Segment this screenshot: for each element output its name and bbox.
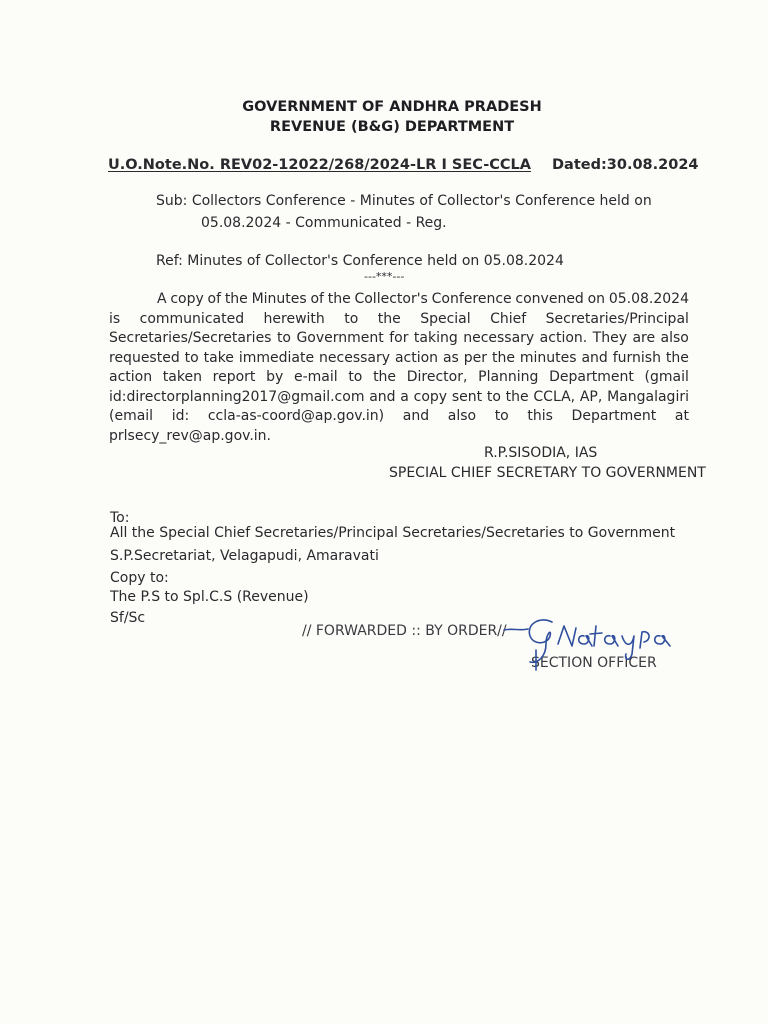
- body-word: are: [632, 330, 656, 346]
- body-word: A: [157, 291, 167, 307]
- body-word: id:: [171, 408, 190, 424]
- reference-line: Ref: Minutes of Collector's Conference held on 05.08.2024: [156, 253, 564, 269]
- body-word: action.: [539, 330, 588, 346]
- body-word: per: [463, 349, 488, 366]
- to-address: S.P.Secretariat, Velagapudi, Amaravati: [110, 548, 379, 564]
- body-word: to: [486, 388, 501, 405]
- body-word: minutes: [519, 349, 577, 366]
- body-word: e-mail: [293, 369, 338, 385]
- body-word: as: [442, 349, 459, 366]
- body-word: Department: [571, 408, 657, 424]
- body-word: report: [212, 369, 256, 385]
- body-word: also: [447, 408, 477, 424]
- body-word: AP,: [579, 388, 603, 405]
- signatory-designation: SPECIAL CHIEF SECRETARY TO GOVERNMENT: [389, 465, 706, 481]
- body-word: Secretaries/Principal: [545, 310, 689, 327]
- body-word: Director,: [406, 369, 468, 385]
- body-word: on: [587, 291, 606, 307]
- government-heading: GOVERNMENT OF ANDHRA PRADESH: [242, 99, 542, 115]
- body-word: necessary: [463, 330, 535, 346]
- body-word: and: [581, 349, 608, 366]
- body-line: [109, 349, 689, 369]
- body-word: the: [224, 291, 248, 307]
- body-word: the: [373, 369, 397, 385]
- body-word: take: [203, 349, 234, 366]
- sf-sc-label: Sf/Sc: [110, 610, 146, 626]
- to-label: To:: [110, 510, 130, 526]
- body-word: Conference: [431, 291, 512, 307]
- body-word: also: [660, 330, 689, 346]
- body-word: furnish: [612, 349, 661, 366]
- body-word: ccla-as-coord@ap.gov.in): [207, 408, 385, 424]
- subject-line-1: Sub: Collectors Conference - Minutes of Collector's Conference held on: [156, 193, 652, 209]
- body-word: of: [310, 291, 324, 307]
- body-word: 05.08.2024: [608, 291, 689, 307]
- body-word: by: [266, 369, 284, 385]
- body-line: [109, 329, 689, 349]
- body-word: a: [400, 388, 409, 405]
- body-word: (email: [109, 408, 154, 424]
- body-word: the: [505, 388, 529, 405]
- department-heading: REVENUE (B&G) DEPARTMENT: [269, 119, 515, 135]
- body-word: the: [377, 310, 401, 327]
- body-word: taken: [162, 369, 202, 385]
- separator: ---***---: [364, 270, 405, 283]
- body-word: necessary: [319, 349, 391, 366]
- body-word: immediate: [238, 349, 315, 366]
- to-recipients: All the Special Chief Secretaries/Principal Secretaries/Secretaries to Government: [110, 525, 676, 541]
- body-word: at: [674, 408, 689, 424]
- subject-line-2: 05.08.2024 - Communicated - Reg.: [201, 215, 447, 231]
- body-word: is: [109, 310, 121, 327]
- body-word: action: [394, 349, 439, 366]
- body-word: of: [207, 291, 222, 307]
- body-word: this: [527, 408, 553, 424]
- body-line-last: prlsecy_rev@ap.gov.in.: [109, 427, 271, 444]
- body-word: to: [344, 310, 359, 327]
- body-word: to: [276, 330, 291, 346]
- body-word: communicated: [139, 310, 245, 327]
- body-word: id:directorplanning2017@gmail.com: [109, 388, 365, 405]
- body-word: Mangalagiri: [607, 388, 689, 405]
- body-word: herewith: [263, 310, 325, 327]
- note-number: U.O.Note.No. REV02-12022/268/2024-LR I SEC-CCLA: [108, 157, 531, 173]
- body-line: [109, 290, 689, 310]
- body-word: for: [389, 330, 409, 346]
- forwarded-stamp: // FORWARDED :: BY ORDER//: [302, 623, 507, 639]
- body-word: taking: [413, 330, 458, 346]
- handwritten-signature: [500, 614, 690, 674]
- body-paragraph: [109, 290, 689, 446]
- body-word: to: [184, 349, 199, 366]
- section-officer-label: SECTION OFFICER: [531, 655, 657, 671]
- body-word: the: [665, 349, 689, 366]
- copy-to-label: Copy to:: [110, 570, 169, 586]
- body-word: action: [109, 369, 153, 385]
- body-line: [109, 310, 689, 330]
- body-word: Secretaries/Secretaries: [109, 330, 272, 346]
- body-word: to: [348, 369, 363, 385]
- body-word: sent: [451, 388, 483, 405]
- body-word: copy: [170, 291, 204, 307]
- body-word: Collector's: [354, 291, 428, 307]
- body-word: Minutes: [251, 291, 307, 307]
- body-word: Planning: [478, 369, 539, 385]
- body-word: convened: [515, 291, 584, 307]
- body-word: Chief: [490, 310, 527, 327]
- body-word: and: [402, 408, 430, 424]
- body-word: copy: [413, 388, 448, 405]
- body-line: [109, 368, 689, 388]
- body-word: to: [494, 408, 509, 424]
- body-word: and: [369, 388, 396, 405]
- body-word: They: [592, 330, 627, 346]
- body-word: Department: [549, 369, 634, 385]
- copy-to-recipient: The P.S to Spl.C.S (Revenue): [110, 589, 309, 605]
- body-word: the: [327, 291, 351, 307]
- signatory-name: R.P.SISODIA, IAS: [484, 445, 598, 461]
- body-word: requested: [109, 349, 180, 366]
- body-word: CCLA,: [533, 388, 576, 405]
- body-line: [109, 407, 689, 427]
- body-word: the: [491, 349, 515, 366]
- body-line: [109, 388, 689, 408]
- note-date: Dated:30.08.2024: [552, 157, 699, 173]
- body-word: Government: [296, 330, 384, 346]
- body-word: (gmail: [644, 369, 689, 385]
- body-word: Special: [420, 310, 471, 327]
